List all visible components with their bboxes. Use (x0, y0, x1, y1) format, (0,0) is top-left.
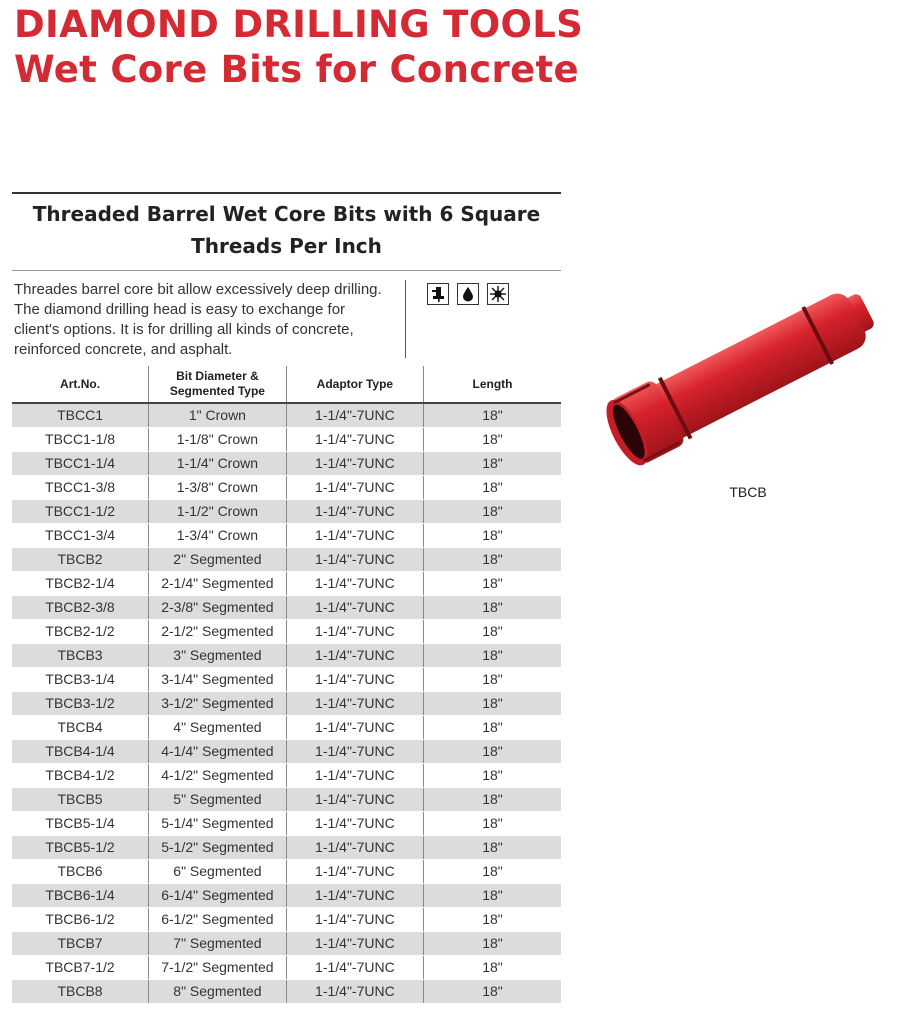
page-title (14, 2, 583, 92)
cell-art-no: TBCB6-1/4 (12, 884, 149, 908)
table-row (12, 524, 561, 548)
cell-length: 18" (424, 452, 561, 476)
cell-art-no: TBCB2 (12, 548, 149, 572)
cell-length: 18" (424, 836, 561, 860)
cell-length: 18" (424, 620, 561, 644)
title-line-1: DIAMOND DRILLING TOOLS (14, 3, 584, 46)
cell-length: 18" (424, 428, 561, 452)
cell-adaptor-type: 1-1/4"-7UNC (286, 524, 423, 548)
cell-length: 18" (424, 403, 561, 428)
cell-adaptor-type: 1-1/4"-7UNC (286, 788, 423, 812)
cell-bit-diameter: 5" Segmented (149, 788, 287, 812)
cell-length: 18" (424, 884, 561, 908)
cell-art-no: TBCB4-1/2 (12, 764, 149, 788)
cell-adaptor-type: 1-1/4"-7UNC (286, 668, 423, 692)
cell-adaptor-type: 1-1/4"-7UNC (286, 644, 423, 668)
table-row (12, 452, 561, 476)
column-header-bit-diameter-label: Bit Diameter & Segmented Type (169, 369, 265, 398)
product-caption: TBCB (729, 484, 767, 500)
cell-art-no: TBCB6 (12, 860, 149, 884)
cell-art-no: TBCB3-1/2 (12, 692, 149, 716)
cell-art-no: TBCB2-1/4 (12, 572, 149, 596)
application-icons (427, 283, 509, 305)
table-row (12, 764, 561, 788)
table-row (12, 788, 561, 812)
cell-bit-diameter: 3-1/4" Segmented (149, 668, 287, 692)
cell-art-no: TBCC1-1/4 (12, 452, 149, 476)
table-row (12, 812, 561, 836)
cell-bit-diameter: 3-1/2" Segmented (149, 692, 287, 716)
table-row (12, 596, 561, 620)
cell-art-no: TBCB6-1/2 (12, 908, 149, 932)
cell-adaptor-type: 1-1/4"-7UNC (286, 764, 423, 788)
cell-art-no: TBCB3-1/4 (12, 668, 149, 692)
cell-adaptor-type: 1-1/4"-7UNC (286, 428, 423, 452)
cell-length: 18" (424, 668, 561, 692)
cell-length: 18" (424, 644, 561, 668)
cell-length: 18" (424, 980, 561, 1004)
cell-bit-diameter: 6-1/4" Segmented (149, 884, 287, 908)
table-header-row (12, 366, 561, 403)
cell-length: 18" (424, 596, 561, 620)
cell-art-no: TBCB7 (12, 932, 149, 956)
cell-adaptor-type: 1-1/4"-7UNC (286, 596, 423, 620)
cell-bit-diameter: 6-1/2" Segmented (149, 908, 287, 932)
table-body (12, 403, 561, 1004)
cell-bit-diameter: 5-1/4" Segmented (149, 812, 287, 836)
cell-adaptor-type: 1-1/4"-7UNC (286, 620, 423, 644)
cell-length: 18" (424, 908, 561, 932)
spec-table (12, 366, 561, 1004)
table-row (12, 716, 561, 740)
cell-bit-diameter: 4" Segmented (149, 716, 287, 740)
cell-bit-diameter: 1-3/8" Crown (149, 476, 287, 500)
cell-art-no: TBCB7-1/2 (12, 956, 149, 980)
cell-adaptor-type: 1-1/4"-7UNC (286, 908, 423, 932)
cell-bit-diameter: 1-3/4" Crown (149, 524, 287, 548)
cell-adaptor-type: 1-1/4"-7UNC (286, 548, 423, 572)
cell-art-no: TBCB4-1/4 (12, 740, 149, 764)
section-title (12, 198, 561, 262)
cell-adaptor-type: 1-1/4"-7UNC (286, 836, 423, 860)
table-row (12, 476, 561, 500)
cell-adaptor-type: 1-1/4"-7UNC (286, 980, 423, 1004)
cell-art-no: TBCB3 (12, 644, 149, 668)
cell-adaptor-type: 1-1/4"-7UNC (286, 692, 423, 716)
cell-length: 18" (424, 956, 561, 980)
column-header-bit-diameter (149, 366, 287, 403)
cell-bit-diameter: 2" Segmented (149, 548, 287, 572)
concrete-burst-icon (487, 283, 509, 305)
table-row (12, 908, 561, 932)
cell-art-no: TBCC1-3/8 (12, 476, 149, 500)
cell-length: 18" (424, 548, 561, 572)
section-sub-rule (12, 270, 561, 271)
table-row (12, 572, 561, 596)
cell-adaptor-type: 1-1/4"-7UNC (286, 884, 423, 908)
drill-machine-icon (427, 283, 449, 305)
cell-bit-diameter: 4-1/2" Segmented (149, 764, 287, 788)
cell-bit-diameter: 2-1/2" Segmented (149, 620, 287, 644)
cell-bit-diameter: 2-3/8" Segmented (149, 596, 287, 620)
cell-art-no: TBCB4 (12, 716, 149, 740)
table-row (12, 836, 561, 860)
column-header-adaptor-type: Adaptor Type (286, 366, 423, 403)
section-title-line-1: Threaded Barrel Wet Core Bits with 6 Square (32, 202, 541, 226)
cell-art-no: TBCC1-1/2 (12, 500, 149, 524)
cell-length: 18" (424, 692, 561, 716)
cell-art-no: TBCB5 (12, 788, 149, 812)
table-row (12, 932, 561, 956)
cell-art-no: TBCB5-1/2 (12, 836, 149, 860)
cell-bit-diameter: 3" Segmented (149, 644, 287, 668)
cell-length: 18" (424, 740, 561, 764)
table-row (12, 548, 561, 572)
cell-length: 18" (424, 476, 561, 500)
cell-bit-diameter: 7" Segmented (149, 932, 287, 956)
cell-length: 18" (424, 500, 561, 524)
table-row (12, 428, 561, 452)
cell-art-no: TBCB2-3/8 (12, 596, 149, 620)
column-header-length: Length (424, 366, 561, 403)
cell-adaptor-type: 1-1/4"-7UNC (286, 812, 423, 836)
cell-art-no: TBCB2-1/2 (12, 620, 149, 644)
title-line-2: Wet Core Bits for Concrete (14, 48, 579, 91)
table-row (12, 500, 561, 524)
cell-adaptor-type: 1-1/4"-7UNC (286, 572, 423, 596)
column-header-art-no: Art.No. (12, 366, 149, 403)
cell-art-no: TBCC1-1/8 (12, 428, 149, 452)
cell-bit-diameter: 8" Segmented (149, 980, 287, 1004)
cell-adaptor-type: 1-1/4"-7UNC (286, 452, 423, 476)
cell-length: 18" (424, 860, 561, 884)
cell-bit-diameter: 6" Segmented (149, 860, 287, 884)
cell-adaptor-type: 1-1/4"-7UNC (286, 956, 423, 980)
cell-adaptor-type: 1-1/4"-7UNC (286, 476, 423, 500)
cell-length: 18" (424, 764, 561, 788)
table-row (12, 692, 561, 716)
table-row (12, 740, 561, 764)
table-row (12, 860, 561, 884)
table-row (12, 403, 561, 428)
cell-bit-diameter: 5-1/2" Segmented (149, 836, 287, 860)
cell-art-no: TBCC1-3/4 (12, 524, 149, 548)
table-row (12, 980, 561, 1004)
water-drop-icon (457, 283, 479, 305)
cell-art-no: TBCC1 (12, 403, 149, 428)
cell-length: 18" (424, 716, 561, 740)
cell-bit-diameter: 1" Crown (149, 403, 287, 428)
cell-adaptor-type: 1-1/4"-7UNC (286, 740, 423, 764)
cell-bit-diameter: 1-1/8" Crown (149, 428, 287, 452)
section-title-line-2: Threads Per Inch (191, 234, 382, 258)
cell-adaptor-type: 1-1/4"-7UNC (286, 403, 423, 428)
table-row (12, 956, 561, 980)
table-row (12, 884, 561, 908)
table-row (12, 644, 561, 668)
cell-length: 18" (424, 524, 561, 548)
cell-bit-diameter: 2-1/4" Segmented (149, 572, 287, 596)
cell-bit-diameter: 1-1/2" Crown (149, 500, 287, 524)
description-divider (405, 280, 406, 358)
cell-length: 18" (424, 812, 561, 836)
cell-art-no: TBCB8 (12, 980, 149, 1004)
cell-length: 18" (424, 932, 561, 956)
cell-adaptor-type: 1-1/4"-7UNC (286, 860, 423, 884)
cell-bit-diameter: 1-1/4" Crown (149, 452, 287, 476)
cell-bit-diameter: 4-1/4" Segmented (149, 740, 287, 764)
cell-length: 18" (424, 788, 561, 812)
table-row (12, 668, 561, 692)
cell-bit-diameter: 7-1/2" Segmented (149, 956, 287, 980)
cell-art-no: TBCB5-1/4 (12, 812, 149, 836)
core-bit-product-image (600, 270, 895, 470)
section-top-rule (12, 192, 561, 194)
product-description: Threades barrel core bit allow excessively deep drilling. The diamond drilling head is easy to exchange for client's options. It is for drilling all kinds of concrete, reinforced concrete, and asphalt. (14, 281, 382, 358)
cell-adaptor-type: 1-1/4"-7UNC (286, 716, 423, 740)
cell-adaptor-type: 1-1/4"-7UNC (286, 932, 423, 956)
table-row (12, 620, 561, 644)
cell-length: 18" (424, 572, 561, 596)
cell-adaptor-type: 1-1/4"-7UNC (286, 500, 423, 524)
